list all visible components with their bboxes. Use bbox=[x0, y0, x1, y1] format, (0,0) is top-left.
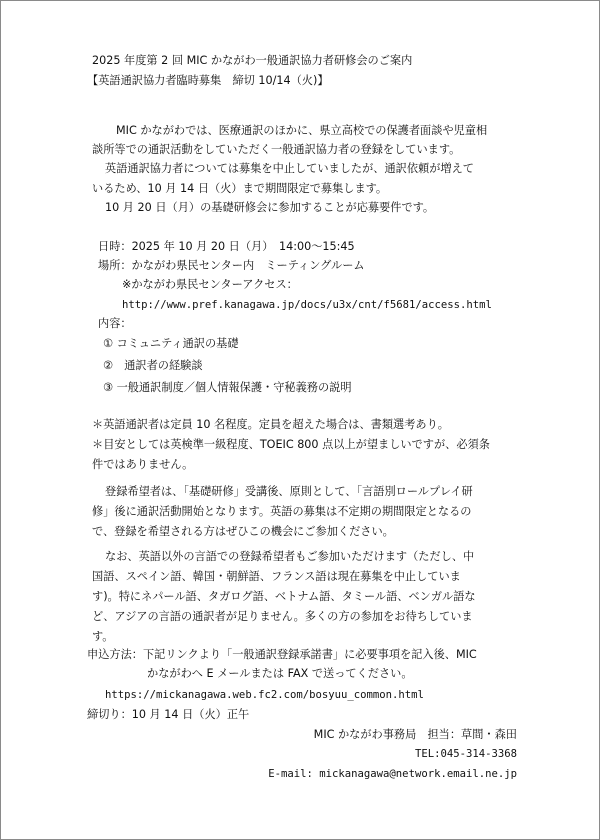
access-link[interactable]: http://www.pref.kanagawa.jp/docs/u3x/cnt/f5681/access.html bbox=[122, 299, 492, 311]
note-qualification-line-2: 件ではありません。 bbox=[92, 458, 194, 471]
event-date: 日時：2025 年 10 月 20 日（月） 14:00～15:45 bbox=[98, 240, 355, 253]
other-languages-line-4: ど、アジアの言語の通訳者が足りません。多くの方の参加をお待ちしていま bbox=[92, 610, 473, 623]
note-qualification-line-1: ＊目安としては英検準一級程度、TOEIC 800 点以上が望ましいですが、必須条 bbox=[92, 438, 490, 451]
content-label: 内容： bbox=[98, 317, 132, 330]
content-item-2: ② 通訳者の経験談 bbox=[103, 359, 203, 372]
intro-paragraph-1-line-2: 談所等での通訳活動をしていただく一般通訳協力者の登録をしています。 bbox=[92, 143, 461, 156]
deadline: 締切り：10 月 14 日（火）正午 bbox=[87, 708, 250, 721]
contact-office: MIC かながわ事務局 担当：草間・森田 bbox=[313, 728, 517, 741]
access-label: ※かながわ県民センターアクセス： bbox=[122, 278, 298, 291]
document-title: 2025 年度第 2 回 MIC かながわ一般通訳協力者研修会のご案内 bbox=[92, 54, 413, 67]
other-languages-line-5: す。 bbox=[92, 630, 114, 643]
intro-paragraph-2-line-2: いるため、10 月 14 日（火）まで期間限定で募集します。 bbox=[92, 182, 388, 195]
other-languages-line-2: 国語、スペイン語、韓国・朝鮮語、フランス語は現在募集を中止していま bbox=[92, 570, 461, 583]
registration-paragraph-line-1: 登録希望者は、「基礎研修」受講後、原則として、「言語別ロールプレイ研 bbox=[105, 485, 473, 498]
content-item-3: ③ 一般通訳制度／個人情報保護・守秘義務の説明 bbox=[103, 381, 352, 394]
intro-paragraph-1-line-1: MIC かながわでは、医療通訳のほかに、県立高校での保護者面談や児童相 bbox=[116, 124, 488, 137]
intro-paragraph-2-line-1: 英語通訳協力者については募集を中止していましたが、通訳依頼が増えて bbox=[105, 162, 474, 175]
event-venue: 場所：かながわ県民センター内 ミーティングルーム bbox=[98, 259, 365, 272]
other-languages-line-1: なお、英語以外の言語での登録希望者もご参加いただけます（ただし、中 bbox=[105, 550, 475, 563]
content-item-1: ① コミュニティ通訳の基礎 bbox=[103, 337, 239, 350]
contact-email[interactable]: E-mail: mickanagawa@network.email.ne.jp bbox=[268, 768, 517, 780]
registration-paragraph-line-3: で、登録を希望される方はぜひこの機会にご参加ください。 bbox=[92, 525, 394, 538]
registration-paragraph-line-2: 修」後に通訳活動開始となります。英語の募集は不定期の期間限定となるの bbox=[92, 505, 472, 518]
application-method-line-1: 申込方法：下記リンクより「一般通訳登録承諾書」に必要事項を記入後、MIC bbox=[87, 648, 477, 661]
contact-tel: TEL:045-314-3368 bbox=[414, 748, 517, 760]
application-method-line-2: かながわへ E メールまたは FAX で送ってください。 bbox=[147, 667, 413, 680]
recruitment-subtitle: 【英語通訳協力者臨時募集 締切 10/14（火)】 bbox=[87, 74, 329, 87]
note-capacity: ＊英語通訳者は定員 10 名程度。定員を超えた場合は、書類選考あり。 bbox=[92, 418, 449, 431]
other-languages-line-3: す)。特にネパール語、タガログ語、ベトナム語、タミール語、ベンガル語な bbox=[92, 590, 476, 603]
intro-requirement: 10 月 20 日（月）の基礎研修会に参加することが応募要件です。 bbox=[105, 201, 435, 214]
application-form-link[interactable]: https://mickanagawa.web.fc2.com/bosyuu_common.html bbox=[105, 689, 424, 701]
